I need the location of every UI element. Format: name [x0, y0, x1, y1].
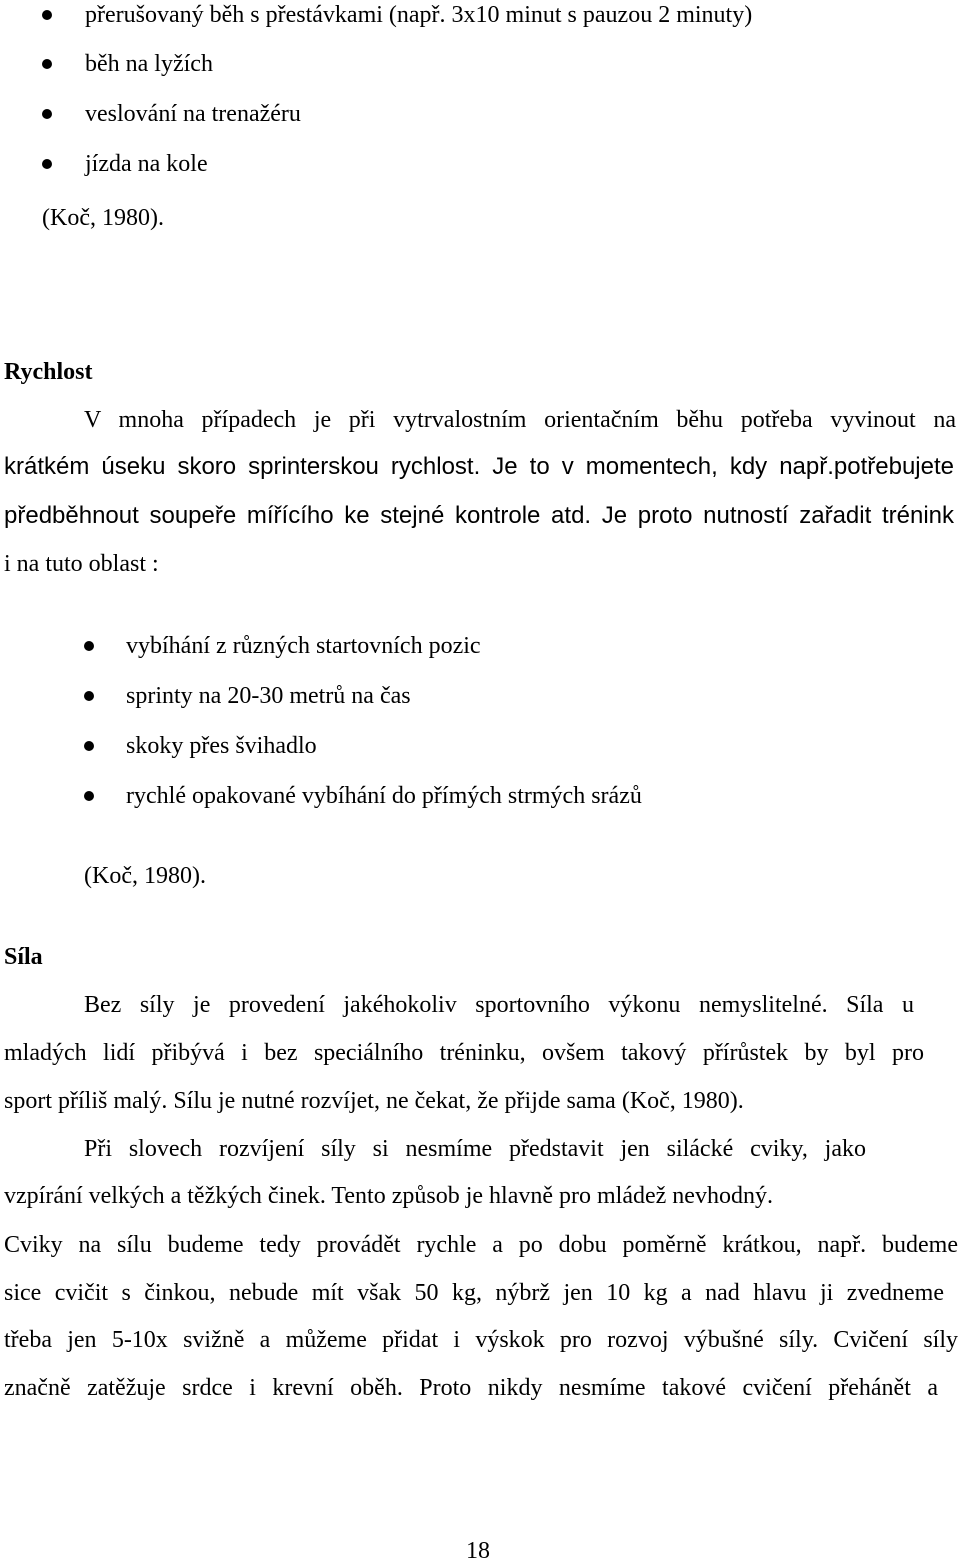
section-heading-rychlost: Rychlost — [4, 359, 93, 385]
citation: (Koč, 1980). — [84, 863, 206, 889]
page-number: 18 — [466, 1538, 490, 1564]
paragraph-line: krátkém úseku skoro sprinterskou rychlost. Je to v momentech, kdy např.potřebujete — [4, 453, 954, 480]
bullet — [84, 791, 94, 801]
citation: (Koč, 1980). — [42, 205, 164, 231]
paragraph-line: sport příliš malý. Sílu je nutné rozvíjet, ne čekat, že přijde sama (Koč, 1980). — [4, 1088, 744, 1114]
bullet — [84, 691, 94, 701]
list-item: běh na lyžích — [85, 51, 213, 77]
bullet — [42, 159, 52, 169]
bullet — [42, 109, 52, 119]
paragraph-line: značně zatěžuje srdce i krevní oběh. Proto nikdy nesmíme takové cvičení přehánět a — [4, 1375, 938, 1401]
paragraph-line: sice cvičit s činkou, nebude mít však 50 kg, nýbrž jen 10 kg a nad hlavu ji zvedneme — [4, 1280, 944, 1306]
list-item: vybíhání z různých startovních pozic — [126, 633, 481, 659]
list-item: sprinty na 20-30 metrů na čas — [126, 683, 411, 709]
paragraph-line: i na tuto oblast : — [4, 551, 159, 577]
bullet — [42, 10, 52, 20]
paragraph-line: Bez síly je provedení jakéhokoliv sportovního výkonu nemyslitelné. Síla u — [84, 992, 914, 1018]
list-item: veslování na trenažéru — [85, 101, 301, 127]
paragraph-line: Při slovech rozvíjení síly si nesmíme představit jen silácké cviky, jako — [84, 1136, 866, 1162]
paragraph-line: třeba jen 5-10x svižně a můžeme přidat i výskok pro rozvoj výbušné síly. Cvičení síly — [4, 1327, 958, 1353]
list-item: skoky přes švihadlo — [126, 733, 317, 759]
section-heading-sila: Síla — [4, 944, 43, 970]
paragraph-line: vzpírání velkých a těžkých činek. Tento způsob je hlavně pro mládež nevhodný. — [4, 1183, 773, 1209]
bullet — [84, 641, 94, 651]
list-item: jízda na kole — [85, 151, 208, 177]
bullet — [84, 741, 94, 751]
bullet — [42, 59, 52, 69]
list-item: rychlé opakované vybíhání do přímých strmých srázů — [126, 783, 642, 809]
paragraph-line: V mnoha případech je při vytrvalostním orientačním běhu potřeba vyvinout na — [84, 407, 956, 433]
paragraph-line: mladých lidí přibývá i bez speciálního tréninku, ovšem takový přírůstek by byl pro — [4, 1040, 924, 1066]
paragraph-line: Cviky na sílu budeme tedy provádět rychle a po dobu poměrně krátkou, např. budeme — [4, 1232, 958, 1258]
list-item: přerušovaný běh s přestávkami (např. 3x10 minut s pauzou 2 minuty) — [85, 2, 753, 28]
paragraph-line: předběhnout soupeře mířícího ke stejné kontrole atd. Je proto nutností zařadit trénink — [4, 502, 954, 529]
